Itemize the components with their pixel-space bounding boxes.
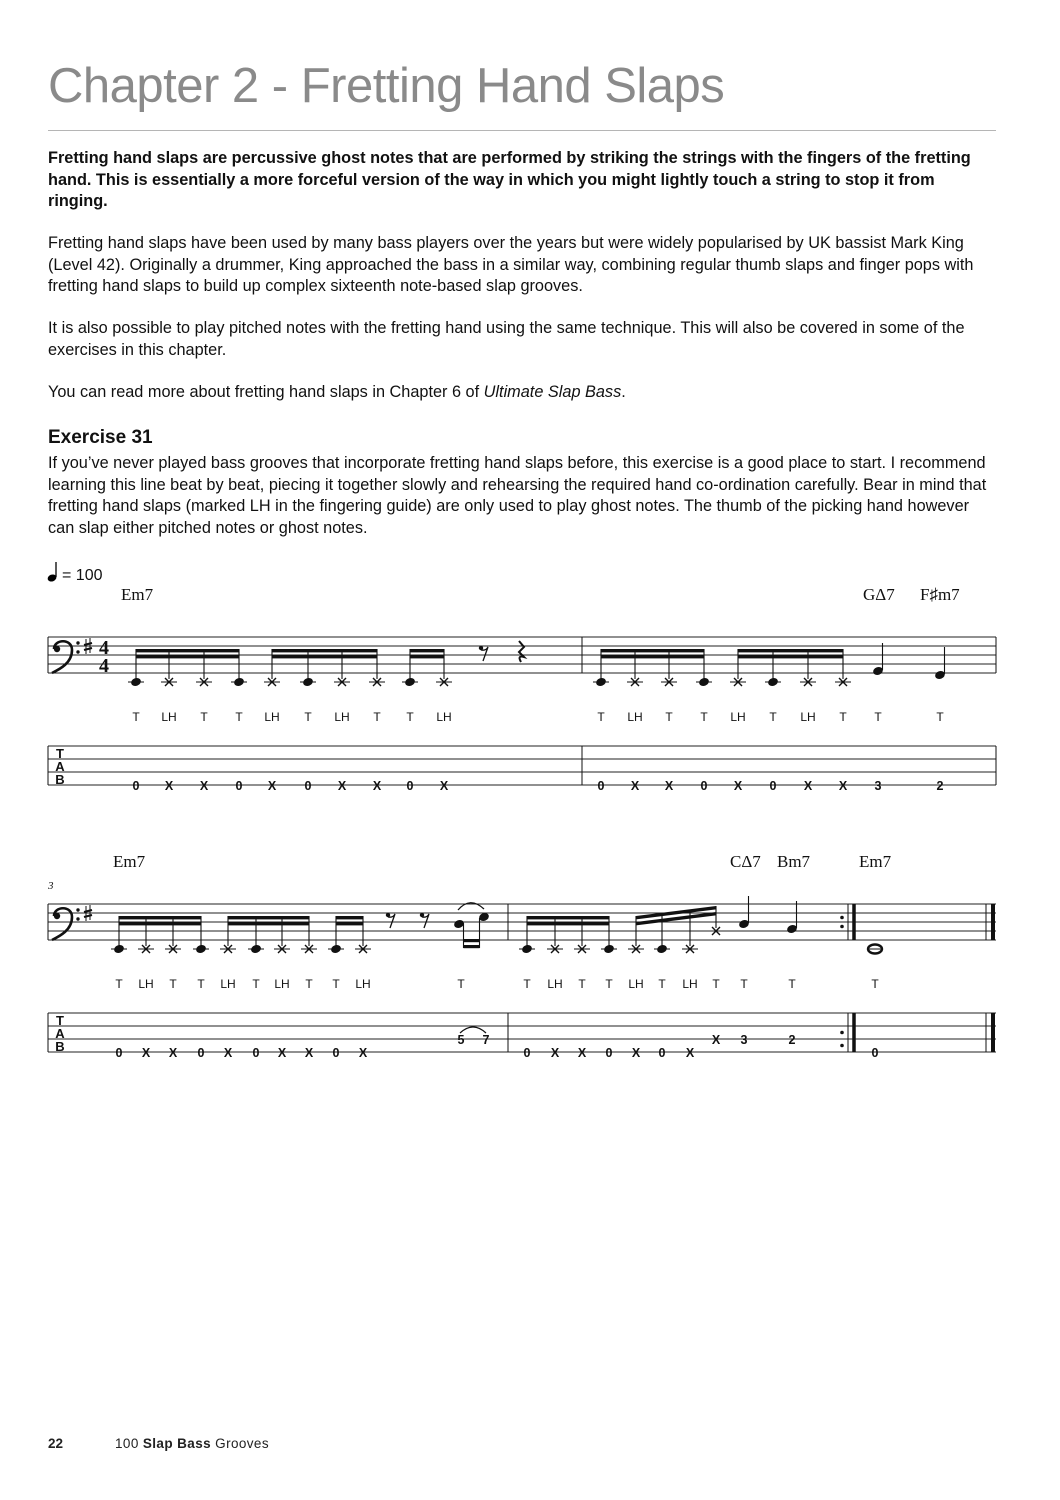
repeat-dot: [840, 916, 844, 920]
tab-number: X: [304, 1046, 314, 1060]
beam: [272, 655, 377, 658]
tab-number: 0: [406, 779, 414, 793]
tab-number: X: [337, 779, 347, 793]
tab-number: 0: [700, 779, 708, 793]
beam: [601, 649, 704, 652]
ghost-note-icon: [440, 678, 448, 686]
sharp-icon: [84, 643, 92, 645]
staff-system-2: [48, 896, 996, 1060]
beam: [336, 916, 363, 919]
ghost-note-icon: [373, 678, 381, 686]
chord-symbol: Em7: [859, 852, 892, 871]
ghost-note-icon: [632, 945, 640, 953]
fingering-label: LH: [274, 977, 290, 991]
ghost-note-icon: [632, 945, 640, 953]
fingering-label: T: [740, 977, 748, 991]
tab-number: 0: [332, 1046, 340, 1060]
ghost-note-icon: [224, 945, 232, 953]
note-head: [250, 944, 262, 955]
eighth-rest-icon: [388, 914, 395, 928]
repeat-dot: [840, 1031, 844, 1035]
beam: [738, 655, 843, 658]
fingering-label: LH: [161, 710, 177, 724]
sharp-icon: [84, 648, 92, 650]
beam: [527, 916, 609, 919]
time-signature: 4: [99, 637, 109, 659]
tab-number: X: [631, 1046, 641, 1060]
tab-number: X: [267, 779, 277, 793]
tab-clef-letter: T: [56, 1013, 64, 1028]
fingering-label: T: [523, 977, 531, 991]
note-head: [934, 670, 946, 681]
exercise-description: If you’ve never played bass grooves that incorporate fretting hand slaps before, this exercise is a good place to start. I recommend learning this line beat by beat, piecing it together slowly and rehearsing the required hand co-ordination carefully. Bear in mind that fretting hand slaps (marked LH in the fingering guide) are only used to play ghost notes. The thumb of the picking hand however can slap either pitched notes or ghost notes.: [48, 454, 987, 537]
fingering-label: T: [457, 977, 465, 991]
slur: [458, 903, 484, 910]
tab-number: X: [550, 1046, 560, 1060]
tab-number: X: [372, 779, 382, 793]
whole-note: [868, 945, 882, 954]
fingering-label: T: [197, 977, 205, 991]
beam: [601, 655, 704, 658]
eighth-rest-icon: [420, 913, 424, 917]
fingering-label: LH: [682, 977, 698, 991]
tab-number: 0: [115, 1046, 123, 1060]
tab-number: X: [141, 1046, 151, 1060]
fingering-label: LH: [800, 710, 816, 724]
sharp-icon: [84, 910, 92, 912]
ghost-note-icon: [665, 678, 673, 686]
beam: [336, 922, 363, 925]
beam: [636, 906, 716, 919]
ghost-note-icon: [142, 945, 150, 953]
beam: [119, 916, 201, 919]
ghost-note-icon: [224, 945, 232, 953]
fingering-label: LH: [220, 977, 236, 991]
tab-number: 0: [658, 1046, 666, 1060]
note-head: [738, 919, 750, 930]
eighth-rest-icon: [481, 647, 488, 661]
ghost-note-icon: [338, 678, 346, 686]
fingering-label: T: [700, 710, 708, 724]
ghost-note-icon: [200, 678, 208, 686]
tab-number: 2: [936, 779, 944, 793]
bass-clef-icon: [76, 908, 79, 911]
tempo-text: = 100: [62, 567, 103, 584]
bass-clef-icon: [52, 641, 72, 673]
ghost-note-icon: [359, 945, 367, 953]
beam: [410, 655, 444, 658]
tab-clef-letter: B: [55, 772, 65, 787]
repeat-dot: [840, 925, 844, 929]
fingering-label: LH: [138, 977, 154, 991]
bass-clef-icon: [76, 917, 79, 920]
ghost-note-icon: [305, 945, 313, 953]
eighth-rest-icon: [422, 914, 429, 928]
tab-number: 0: [605, 1046, 613, 1060]
tab-number: 2: [788, 1033, 796, 1047]
title-divider: [48, 130, 996, 131]
fingering-label: T: [871, 977, 879, 991]
tab-number: X: [223, 1046, 233, 1060]
tab-number: 0: [871, 1046, 879, 1060]
ghost-note-icon: [373, 678, 381, 686]
tab-number: 0: [235, 779, 243, 793]
tempo-note-icon: [47, 573, 58, 582]
note-head: [603, 944, 615, 955]
measure-number: 3: [48, 880, 54, 892]
quarter-rest-icon: [519, 641, 524, 662]
note-head: [478, 912, 490, 923]
chord-symbol: Em7: [121, 585, 154, 604]
tab-number: 0: [304, 779, 312, 793]
fingering-label: LH: [355, 977, 371, 991]
ghost-note-icon: [804, 678, 812, 686]
fingering-label: T: [304, 710, 312, 724]
intro-paragraph-3: It is also possible to play pitched notes with the fretting hand using the same technique. This will also be covered in some of the exercises in this chapter.: [48, 319, 965, 359]
fingering-label: LH: [628, 977, 644, 991]
ghost-note-icon: [631, 678, 639, 686]
beam: [272, 649, 377, 652]
note-head: [195, 944, 207, 955]
ghost-note-icon: [686, 945, 694, 953]
eighth-rest-icon: [386, 913, 390, 917]
tab-number: 3: [874, 779, 882, 793]
page-number: 22: [48, 1436, 64, 1451]
bass-clef-icon: [52, 908, 72, 940]
tab-number: 5: [457, 1033, 465, 1047]
tab-clef-letter: T: [56, 746, 64, 761]
tab-number: X: [199, 779, 209, 793]
note-head: [330, 944, 342, 955]
ghost-note-icon: [440, 678, 448, 686]
fingering-label: LH: [627, 710, 643, 724]
ghost-note-icon: [839, 678, 847, 686]
tempo-marking: [47, 562, 103, 584]
beam: [464, 945, 480, 948]
p4-end: .: [621, 383, 626, 401]
ghost-note-icon: [169, 945, 177, 953]
fingering-label: T: [839, 710, 847, 724]
note-head: [404, 677, 416, 688]
ghost-note-icon: [665, 678, 673, 686]
sharp-icon: [84, 915, 92, 917]
bass-clef-icon: [54, 646, 60, 652]
time-signature: 4: [99, 655, 109, 677]
fingering-label: T: [332, 977, 340, 991]
ghost-note-icon: [165, 678, 173, 686]
ghost-note-icon: [169, 945, 177, 953]
chord-symbol: GΔ7: [863, 585, 895, 604]
eighth-rest-icon: [479, 646, 483, 650]
tab-number: X: [733, 779, 743, 793]
note-head: [767, 677, 779, 688]
note-head: [130, 677, 142, 688]
ghost-note-icon: [165, 678, 173, 686]
tab-number: 3: [740, 1033, 748, 1047]
ghost-note-icon: [142, 945, 150, 953]
chord-symbol: Em7: [113, 852, 146, 871]
fingering-label: T: [788, 977, 796, 991]
p4-text: You can read more about fretting hand slaps in Chapter 6 of: [48, 383, 484, 401]
ghost-note-icon: [200, 678, 208, 686]
note-head: [786, 924, 798, 935]
ghost-note-icon: [551, 945, 559, 953]
note-head: [113, 944, 125, 955]
fingering-label: T: [769, 710, 777, 724]
tab-number: X: [664, 779, 674, 793]
note-head: [233, 677, 245, 688]
tab-clef-letter: A: [55, 759, 65, 774]
bass-clef-icon: [76, 641, 79, 644]
bass-clef-icon: [54, 913, 60, 919]
tab-number: X: [630, 779, 640, 793]
ghost-note-icon: [578, 945, 586, 953]
tab-number: X: [168, 1046, 178, 1060]
tab-slur: [460, 1027, 486, 1033]
ghost-note-icon: [268, 678, 276, 686]
fingering-label: T: [874, 710, 882, 724]
tab-number: X: [358, 1046, 368, 1060]
beam: [136, 655, 239, 658]
beam: [119, 922, 201, 925]
fingering-label: T: [665, 710, 673, 724]
fingering-label: T: [658, 977, 666, 991]
chord-symbol: F♯m7: [920, 585, 960, 604]
ghost-note-icon: [839, 678, 847, 686]
tab-number: X: [277, 1046, 287, 1060]
fingering-label: T: [169, 977, 177, 991]
tab-number: X: [439, 779, 449, 793]
intro-bold-paragraph: Fretting hand slaps are percussive ghost notes that are performed by striking the strings with the fingers of the fretting hand. This is essentially a more forceful version of the way in which you might lightly touch a string to stop it from ringing.: [48, 149, 971, 210]
exercise-title: Exercise 31: [48, 427, 153, 448]
beam: [527, 922, 609, 925]
ghost-note-icon: [734, 678, 742, 686]
tab-number: X: [577, 1046, 587, 1060]
fingering-label: T: [712, 977, 720, 991]
repeat-dot: [840, 1044, 844, 1048]
ghost-note-icon: [712, 927, 720, 935]
book-title-bold: Slap Bass: [142, 1436, 212, 1451]
fingering-label: T: [115, 977, 123, 991]
note-head: [656, 944, 668, 955]
tab-number: 0: [197, 1046, 205, 1060]
intro-paragraph-4: [48, 382, 996, 404]
chapter-title: Chapter 2 - Fretting Hand Slaps: [48, 59, 725, 113]
beam: [464, 939, 480, 942]
chord-symbol: Bm7: [777, 852, 811, 871]
tab-number: 0: [597, 779, 605, 793]
ghost-note-icon: [712, 927, 720, 935]
tab-number: X: [685, 1046, 695, 1060]
note-head: [302, 677, 314, 688]
fingering-label: T: [235, 710, 243, 724]
tab-number: 0: [132, 779, 140, 793]
fingering-label: LH: [436, 710, 452, 724]
note-head: [595, 677, 607, 688]
chord-symbol: CΔ7: [730, 852, 761, 871]
fingering-label: T: [605, 977, 613, 991]
fingering-label: T: [936, 710, 944, 724]
ghost-note-icon: [804, 678, 812, 686]
fingering-label: T: [578, 977, 586, 991]
ghost-note-icon: [734, 678, 742, 686]
note-head: [521, 944, 533, 955]
ghost-note-icon: [578, 945, 586, 953]
tab-number: X: [838, 779, 848, 793]
beam: [228, 916, 309, 919]
fingering-label: T: [305, 977, 313, 991]
tab-number: X: [711, 1033, 721, 1047]
ghost-note-icon: [359, 945, 367, 953]
ghost-note-icon: [305, 945, 313, 953]
beam: [228, 922, 309, 925]
fingering-label: T: [597, 710, 605, 724]
tab-clef-letter: B: [55, 1039, 65, 1054]
ghost-note-icon: [268, 678, 276, 686]
note-head: [453, 919, 465, 930]
fingering-label: T: [200, 710, 208, 724]
beam: [738, 649, 843, 652]
tab-number: 7: [482, 1033, 490, 1047]
fingering-label: LH: [730, 710, 746, 724]
beam: [136, 649, 239, 652]
fingering-label: T: [252, 977, 260, 991]
tab-clef-letter: A: [55, 1026, 65, 1041]
intro-paragraph-2: Fretting hand slaps have been used by many bass players over the years but were widely popularised by UK bassist Mark King (Level 42). Originally a drummer, King approached the bass in a similar way, combining regular thumb slaps and finger pops with fretting hand slaps to build up complex sixteenth note-based slap grooves.: [48, 234, 974, 295]
book-title-footer: 100 Slap Bass Grooves: [115, 1436, 269, 1451]
beam: [410, 649, 444, 652]
ghost-note-icon: [278, 945, 286, 953]
bass-clef-icon: [76, 650, 79, 653]
book-reference: Ultimate Slap Bass: [483, 383, 622, 401]
note-head: [872, 666, 884, 677]
staff-system-1: [48, 637, 996, 793]
fingering-label: T: [373, 710, 381, 724]
tab-number: X: [164, 779, 174, 793]
ghost-note-icon: [278, 945, 286, 953]
fingering-label: T: [406, 710, 414, 724]
fingering-label: T: [132, 710, 140, 724]
tab-number: 0: [252, 1046, 260, 1060]
ghost-note-icon: [686, 945, 694, 953]
tab-number: 0: [523, 1046, 531, 1060]
note-head: [698, 677, 710, 688]
fingering-label: LH: [334, 710, 350, 724]
tab-number: 0: [769, 779, 777, 793]
ghost-note-icon: [631, 678, 639, 686]
fingering-label: LH: [264, 710, 280, 724]
fingering-label: LH: [547, 977, 563, 991]
ghost-note-icon: [338, 678, 346, 686]
ghost-note-icon: [551, 945, 559, 953]
beam: [636, 912, 716, 925]
tab-number: X: [803, 779, 813, 793]
